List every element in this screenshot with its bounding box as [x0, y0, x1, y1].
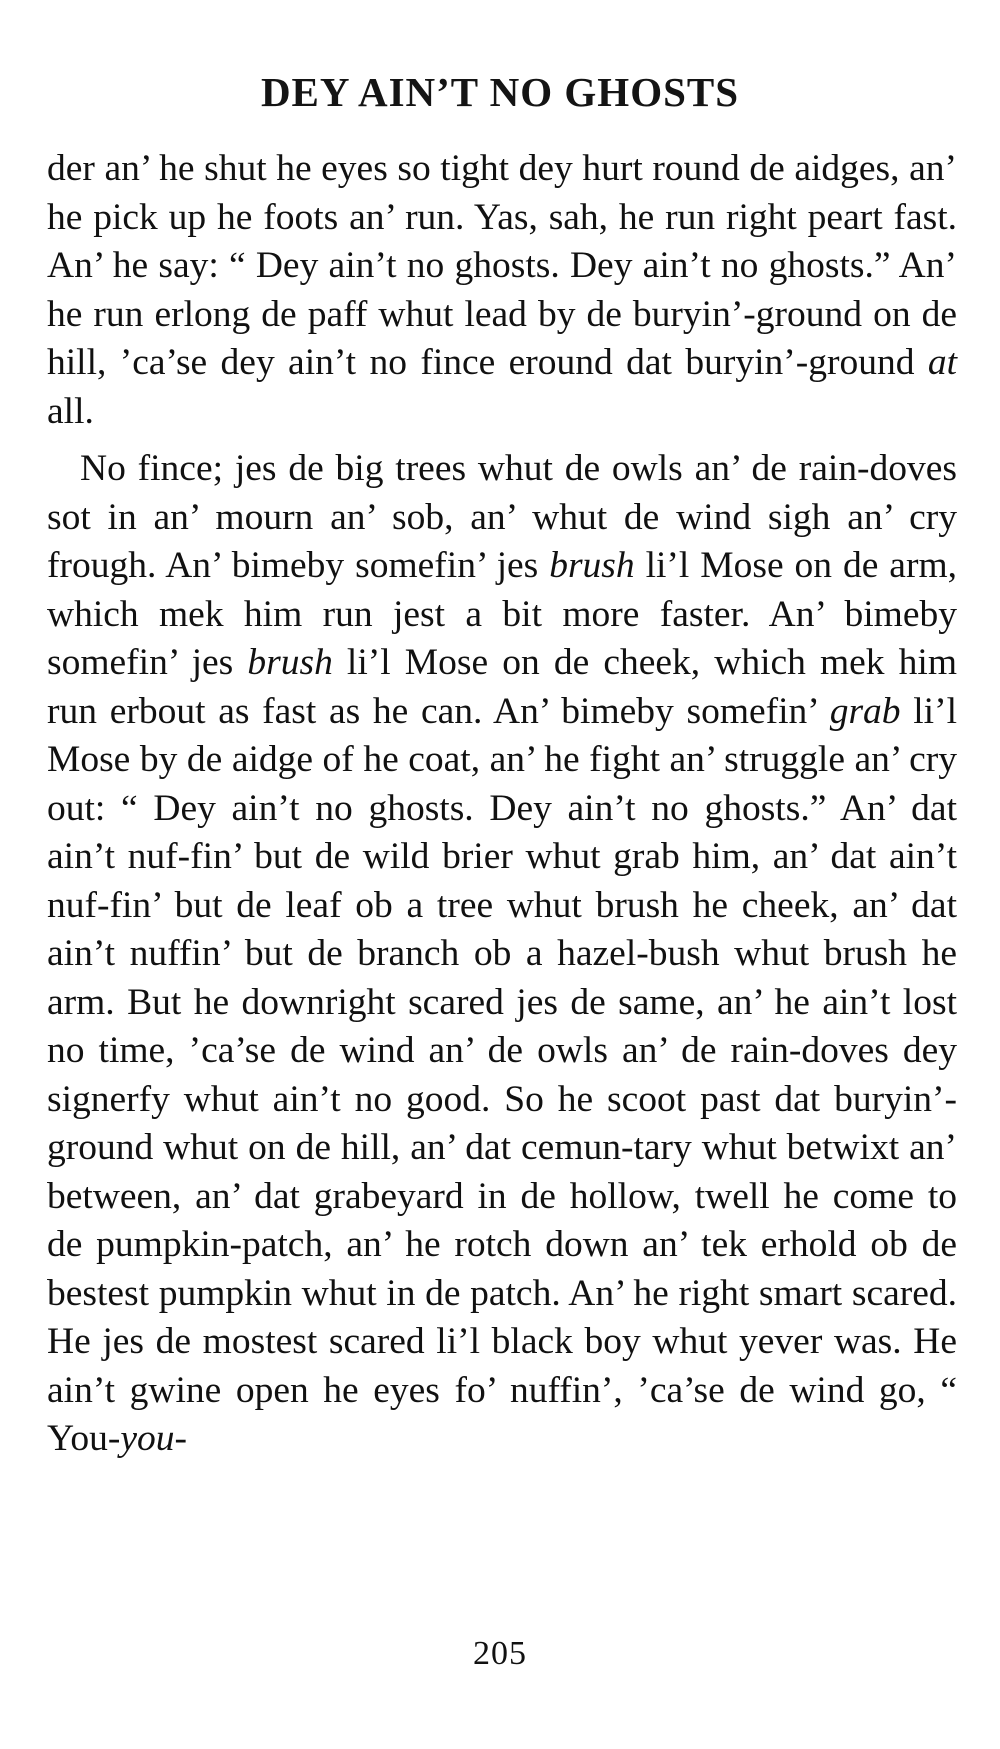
running-head: DEY AIN’T NO GHOSTS: [260, 69, 740, 115]
page-number: 205: [473, 1635, 527, 1672]
paragraph-1: [47, 145, 957, 436]
italic-word: grab: [829, 690, 901, 732]
text-segment: li’l Mose by de aidge of he coat, an’ he fight an’ struggle an’ cry out: “ Dey ain’t no ghosts. Dey ain’t no ghosts.” An’ dat ain’t nuf-fin’ but de wild brier whut grab him, an’ dat ain’t nuf-fin’ but de leaf ob a tree whut brush he cheek, an’ dat ain’t nuffin’ but de branch ob a hazel-bush whut brush he arm. But he downright scared jes de same, an’ he ain’t lost no time, ’ca’se de wind an’ de owls an’ de rain-doves dey signerfy whut ain’t no good. So he scoot past dat buryin’-ground whut on de hill, an’ dat cemun-tary whut betwixt an’ between, an’ dat grabeyard in de hollow, twell he come to de pumpkin-patch, an’ he rotch down an’ tek erhold ob de bestest pumpkin whut in de patch. An’ he right smart scared. He jes de mostest scared li’l black boy whut yever was. He ain’t gwine open he eyes fo’ nuffin’, ’ca’se de wind go, “ You-: [47, 690, 957, 1459]
italic-word: you: [120, 1418, 175, 1459]
text-segment: all.: [47, 390, 94, 432]
paragraph-2: [47, 445, 957, 1464]
body-text: [47, 145, 957, 1464]
italic-word: brush: [549, 545, 635, 586]
text-segment: -: [174, 1418, 187, 1459]
italic-word: brush: [247, 642, 333, 683]
text-segment: No fince; jes de big trees whut de owls an’ de rain-doves sot in an’ mourn an’ sob, an’ whut de wind sigh an’ cry frough. An’ bimeby somefin’ jes: [47, 448, 957, 586]
text-segment: li’l Mose on de arm, which mek him run jest a bit more faster. An’ bimeby somefin’ jes: [47, 545, 957, 683]
text-segment: li’l Mose on de cheek, which mek him run erbout as fast as he can. An’ bimeby somefin’: [47, 642, 957, 732]
text-segment: der an’ he shut he eyes so tight dey hurt round de aidges, an’ he pick up he foots an’ run. Yas, sah, he run right peart fast. An’ he say: “ Dey ain’t no ghosts. Dey ain’t no ghosts.” An’ he run erlong de paff whut lead by de buryin’-ground on de hill, ’ca’se dey ain’t no fince eround dat buryin’-ground: [47, 148, 957, 383]
italic-word: at: [927, 342, 957, 383]
